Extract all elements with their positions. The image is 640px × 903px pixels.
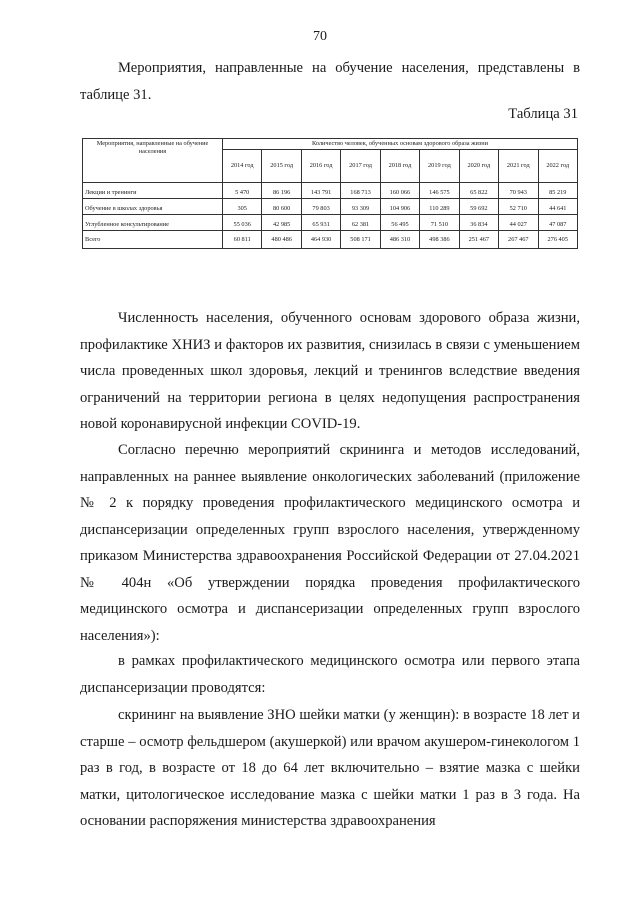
- paragraph-examination-stage: в рамках профилактического медицинского осмотра или первого этапа диспансеризации проводятся:: [80, 653, 580, 696]
- table-total-row: [83, 231, 578, 249]
- table-cell: 85 219: [538, 183, 578, 199]
- table-cell: 143 791: [301, 183, 340, 199]
- table-cell: 508 171: [341, 231, 380, 249]
- table-cell: 305: [223, 199, 262, 215]
- table-cell: 464 930: [301, 231, 340, 249]
- paragraph-population-decrease: Численность населения, обученного основам здорового образа жизни, профилактике ХНИЗ и факторов их развития, снизилась в связи с уменьшением числа проведенных школ здоровья, лекций и тренингов вследствие введения ограничений на территории региона в целях недопущения распространения новой коронавирусной инфекции COVID-19.: [80, 310, 580, 432]
- table-cell: 56 495: [380, 215, 419, 231]
- table-cell: 65 931: [301, 215, 340, 231]
- page-number: 70: [313, 29, 327, 44]
- table-cell: 160 066: [380, 183, 419, 199]
- table-row: [83, 199, 578, 215]
- table-cell: 104 906: [380, 199, 419, 215]
- activity-column-header: Мероприятия, направленные на обучение населения: [83, 139, 223, 183]
- year-header: 2019 год: [420, 150, 459, 183]
- table-cell: 71 510: [420, 215, 459, 231]
- table-cell: 55 036: [223, 215, 262, 231]
- table-cell: 65 822: [459, 183, 498, 199]
- intro-paragraph: Мероприятия, направленные на обучение населения, представлены в таблице 31.: [80, 60, 580, 103]
- year-header: 2018 год: [380, 150, 419, 183]
- table-cell: 93 309: [341, 199, 380, 215]
- table-cell: 146 575: [420, 183, 459, 199]
- table-cell: 5 470: [223, 183, 262, 199]
- table-cell: 276 405: [538, 231, 578, 249]
- table-cell: 251 467: [459, 231, 498, 249]
- table-cell: 267 467: [499, 231, 538, 249]
- year-header: 2022 год: [538, 150, 578, 183]
- table-cell: 70 943: [499, 183, 538, 199]
- table-caption: Таблица 31: [508, 106, 578, 122]
- table-cell: 44 027: [499, 215, 538, 231]
- paragraph-cervical-screening: скрининг на выявление ЗНО шейки матки (у женщин): в возрасте 18 лет и старше – осмотр фельдшером (акушеркой) или врачом акушером-гинекологом 1 раз в год, в возрасте от 18 до 64 лет включительно – взятие мазка с шейки матки, цитологическое исследование мазка с шейки матки 1 раз в 3 года. На основании распоряжения министерства здравоохранения: [80, 707, 580, 829]
- table-row: [83, 215, 578, 231]
- table-cell: 47 087: [538, 215, 578, 231]
- year-header: 2021 год: [499, 150, 538, 183]
- table-cell: 86 196: [262, 183, 301, 199]
- table-cell: 59 692: [459, 199, 498, 215]
- row-label: Всего: [83, 231, 223, 249]
- row-label: Углубленное консультирование: [83, 215, 223, 231]
- table-cell: 110 289: [420, 199, 459, 215]
- year-header: 2015 год: [262, 150, 301, 183]
- table-row: [83, 183, 578, 199]
- table-cell: 52 710: [499, 199, 538, 215]
- paragraph-screening-list: Согласно перечню мероприятий скрининга и методов исследований, направленных на раннее выявление онкологических заболеваний (приложение № 2 к порядку проведения профилактического медицинского осмотра и диспансеризации определенных групп взрослого населения, утвержденному приказом Министерства здравоохранения Российской Федерации от 27.04.2021 № 404н «Об утверждении порядка проведения профилактического медицинского осмотра и диспансеризации определенных групп взрослого населения»):: [80, 442, 580, 644]
- table-cell: 36 834: [459, 215, 498, 231]
- table-header-row: [83, 139, 578, 150]
- table-cell: 168 713: [341, 183, 380, 199]
- year-header: 2016 год: [301, 150, 340, 183]
- training-table: [82, 138, 578, 249]
- year-header: 2017 год: [341, 150, 380, 183]
- table-cell: 42 985: [262, 215, 301, 231]
- table-cell: 486 310: [380, 231, 419, 249]
- row-label: Обучение в школах здоровья: [83, 199, 223, 215]
- row-label: Лекции и тренинги: [83, 183, 223, 199]
- table-cell: 79 803: [301, 199, 340, 215]
- table-cell: 60 811: [223, 231, 262, 249]
- table-cell: 80 600: [262, 199, 301, 215]
- year-header: 2020 год: [459, 150, 498, 183]
- table-cell: 498 386: [420, 231, 459, 249]
- group-column-header: Количество человек, обученных основам здорового образа жизни: [223, 139, 578, 150]
- table-cell: 62 381: [341, 215, 380, 231]
- table-cell: 44 641: [538, 199, 578, 215]
- table-cell: 480 486: [262, 231, 301, 249]
- year-header: 2014 год: [223, 150, 262, 183]
